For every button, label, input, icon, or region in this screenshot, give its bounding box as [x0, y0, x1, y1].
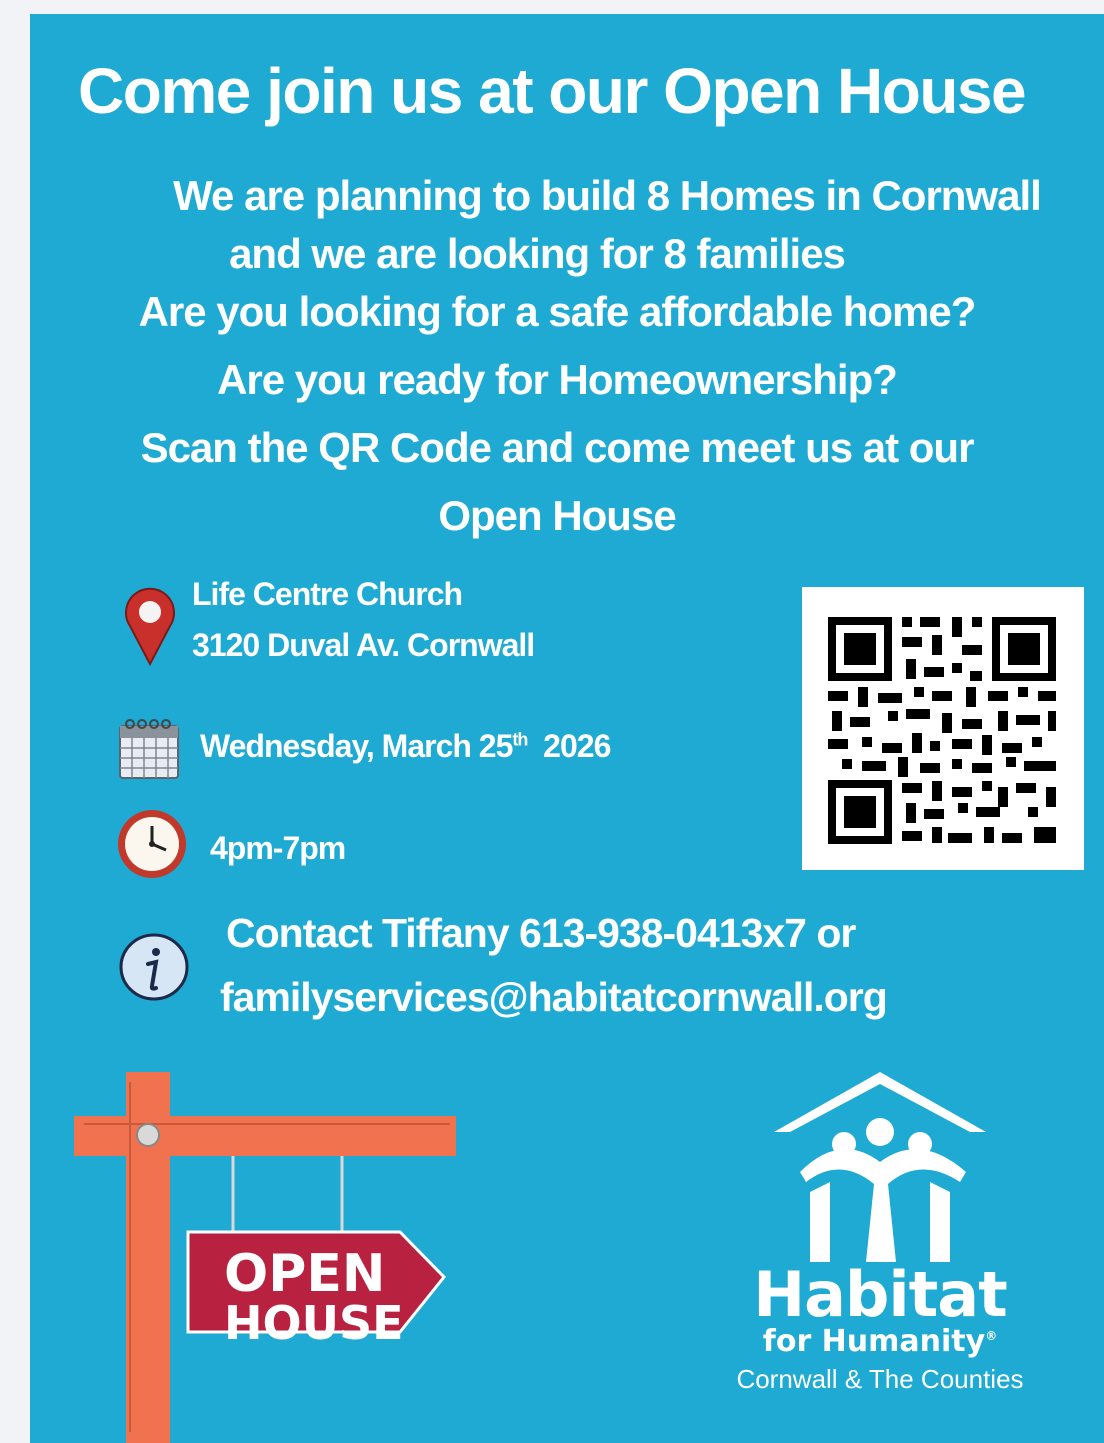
intro-line-3: Are you looking for a safe affordable home? — [138, 288, 976, 335]
location-name: Life Centre Church — [192, 576, 463, 612]
open-house-poster — [30, 14, 1104, 1443]
info-icon — [118, 932, 190, 1002]
event-date-ordinal: th — [512, 729, 528, 750]
logo-tagline — [710, 1324, 1050, 1359]
map-pin-icon — [124, 586, 176, 666]
logo-tagline-text: for Humanity — [762, 1324, 986, 1359]
event-date — [200, 728, 610, 765]
event-date-day: Wednesday, March 25 — [200, 728, 513, 764]
contact-line: Contact Tiffany 613-938-0413x7 or — [226, 910, 856, 956]
sign-text-open: OPEN — [224, 1244, 386, 1304]
location-address: 3120 Duval Av. Cornwall — [192, 627, 535, 663]
habitat-logo-icon — [770, 1072, 990, 1272]
logo-name: Habitat — [753, 1258, 1007, 1331]
registered-mark: ® — [985, 1329, 998, 1343]
event-date-year: 2026 — [543, 728, 611, 764]
poster-title: Come join us at our Open House — [78, 55, 1026, 127]
sign-text-house: HOUSE — [224, 1296, 404, 1350]
intro-line-4: Are you ready for Homeownership? — [217, 356, 897, 403]
contact-email[interactable]: familyservices@habitatcornwall.org — [220, 974, 887, 1020]
clock-icon — [116, 808, 188, 880]
intro-line-1: We are planning to build 8 Homes in Cornwall — [173, 172, 1041, 219]
calendar-icon — [116, 716, 184, 782]
intro-line-2: and we are looking for 8 families — [229, 230, 845, 277]
qr-code-image — [802, 587, 1084, 870]
intro-line-5: Scan the QR Code and come meet us at our — [140, 424, 974, 471]
event-time: 4pm-7pm — [210, 830, 346, 866]
logo-region: Cornwall & The Counties — [736, 1364, 1024, 1394]
intro-line-6: Open House — [438, 492, 676, 539]
qr-code[interactable] — [802, 587, 1084, 870]
